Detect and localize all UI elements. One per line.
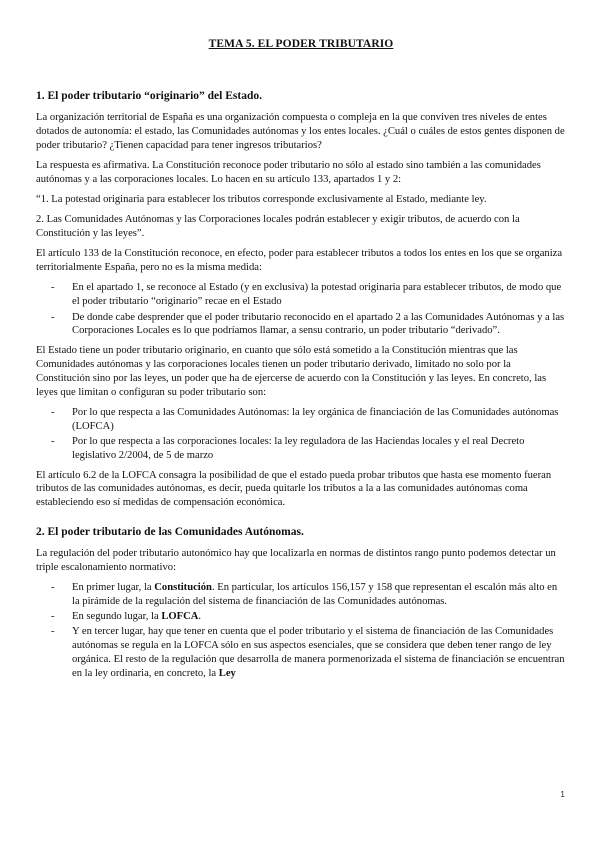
list-item: [36, 581, 566, 609]
dash-bullet: -: [51, 611, 55, 623]
bold-term: Constitución: [154, 582, 212, 594]
dash-bullet: -: [51, 582, 55, 594]
paragraph: La respuesta es afirmativa. La Constitución reconoce poder tributario no sólo al estado sino también a las comunidades autónomas y a las corporaciones locales. Lo hacen en su artículo 133, apartados 1 y 2:: [36, 159, 541, 185]
list-item-text: . En particular, los artículos 156,157 y 158 que representan el escalón más alto en la pirámide de la regulación del sistema de financiación de las Comunidades autónomas.: [72, 582, 558, 607]
paragraph: El artículo 6.2 de la LOFCA consagra la posibilidad de que el estado pueda probar tributos que hasta ese momento fueran tributos de las comunidades autónomas, es decir, pueda quitarle los tributos a la a las comunidades autónomas coma estableciendo eso sí medidas de compensación económica.: [36, 469, 552, 509]
bold-term: Ley: [218, 667, 236, 679]
list-item-text: .: [198, 611, 202, 623]
dash-bullet: -: [51, 626, 55, 638]
list-item: [36, 281, 566, 309]
paragraph: El artículo 133 de la Constitución reconoce, en efecto, poder para establecer tributos a todos los entes en los que se organiza territorialmente España, pero no es la misma medida:: [36, 248, 563, 274]
list-item: [36, 311, 566, 339]
bullet-list: [36, 281, 566, 338]
list-item-text: En segundo lugar, la: [72, 611, 162, 623]
list-item-text: En primer lugar, la: [72, 582, 155, 594]
dash-bullet: -: [51, 435, 55, 447]
list-item-text: Y en tercer lugar, hay que tener en cuenta que el poder tributario y el sistema de financiación de las Comunidades autónomas se regula en la LOFCA sólo en sus aspectos esenciales, que se considera que deben tener rango de ley orgánica. El resto de la regulación que desarrolla de manera pormenorizada el sistema de financiación se encuentran en la ley ordinaria, en concreto, la: [72, 626, 565, 679]
list-item: [36, 406, 566, 434]
section-1-heading: 1. El poder tributario “originario” del Estado.: [36, 90, 262, 102]
page-number: 1: [560, 789, 565, 799]
bold-term: LOFCA: [161, 611, 199, 623]
paragraph: La organización territorial de España es una organización compuesta o compleja en la que conviven tres niveles de entes dotados de autonomía: el estado, las Comunidades autónomas y los entes locales. ¿Cuál o cuáles de estos gentes disponen de poder tributario? ¿Tienen capacidad para tener ingresos tributarios?: [36, 112, 565, 151]
bullet-list: [36, 581, 566, 681]
list-item-text: De donde cabe desprender que el poder tributario reconocido en el apartado 2 a las Comunidades Autónomas y a las Corporaciones Locales es lo que podríamos llamar, a sensu contrario, un poder tributario “derivado”.: [72, 311, 565, 337]
quote-paragraph: “1. La potestad originaria para establecer los tributos corresponde exclusivamente al Estado, mediante ley.: [36, 193, 487, 205]
list-item: [36, 435, 566, 463]
document-title: TEMA 5. EL PODER TRIBUTARIO: [208, 38, 394, 50]
dash-bullet: -: [51, 282, 55, 294]
document-page: [36, 30, 566, 687]
paragraph: La regulación del poder tributario autonómico hay que localizarla en normas de distintos rango punto podemos detectar un triple escalonamiento normativo:: [36, 547, 556, 573]
section-2-heading: 2. El poder tributario de las Comunidades Autónomas.: [36, 525, 304, 538]
list-item: [36, 625, 566, 680]
quote-paragraph: 2. Las Comunidades Autónomas y las Corporaciones locales podrán establecer y exigir tributos, de acuerdo con la Constitución y las leyes”.: [36, 214, 520, 240]
list-item-text: En el apartado 1, se reconoce al Estado (y en exclusiva) la potestad originaria para establecer tributos, de modo que el poder tributario “originario” recae en el Estado: [72, 282, 562, 308]
dash-bullet: -: [51, 311, 55, 323]
list-item-text: Por lo que respecta a las corporaciones locales: la ley reguladora de las Haciendas locales y el real Decreto legislativo 2/2004, de 5 de marzo: [72, 435, 525, 461]
paragraph: El Estado tiene un poder tributario originario, en cuanto que sólo está sometido a la Constitución mientras que las Comunidades autónomas y las corporaciones locales tienen un poder tributario derivado, limitado no solo por la Constitución sino por las leyes, un poder que ha de ejercerse de acuerdo con la Constitución y las leyes. En concreto, las leyes que limitan o configuran su poder tributario son:: [36, 345, 547, 398]
list-item: [36, 610, 566, 624]
dash-bullet: -: [51, 406, 55, 418]
list-item-text: Por lo que respecta a las Comunidades Autónomas: la ley orgánica de financiación de las Comunidades autónomas (LOFCA): [72, 406, 559, 432]
bullet-list: [36, 406, 566, 463]
